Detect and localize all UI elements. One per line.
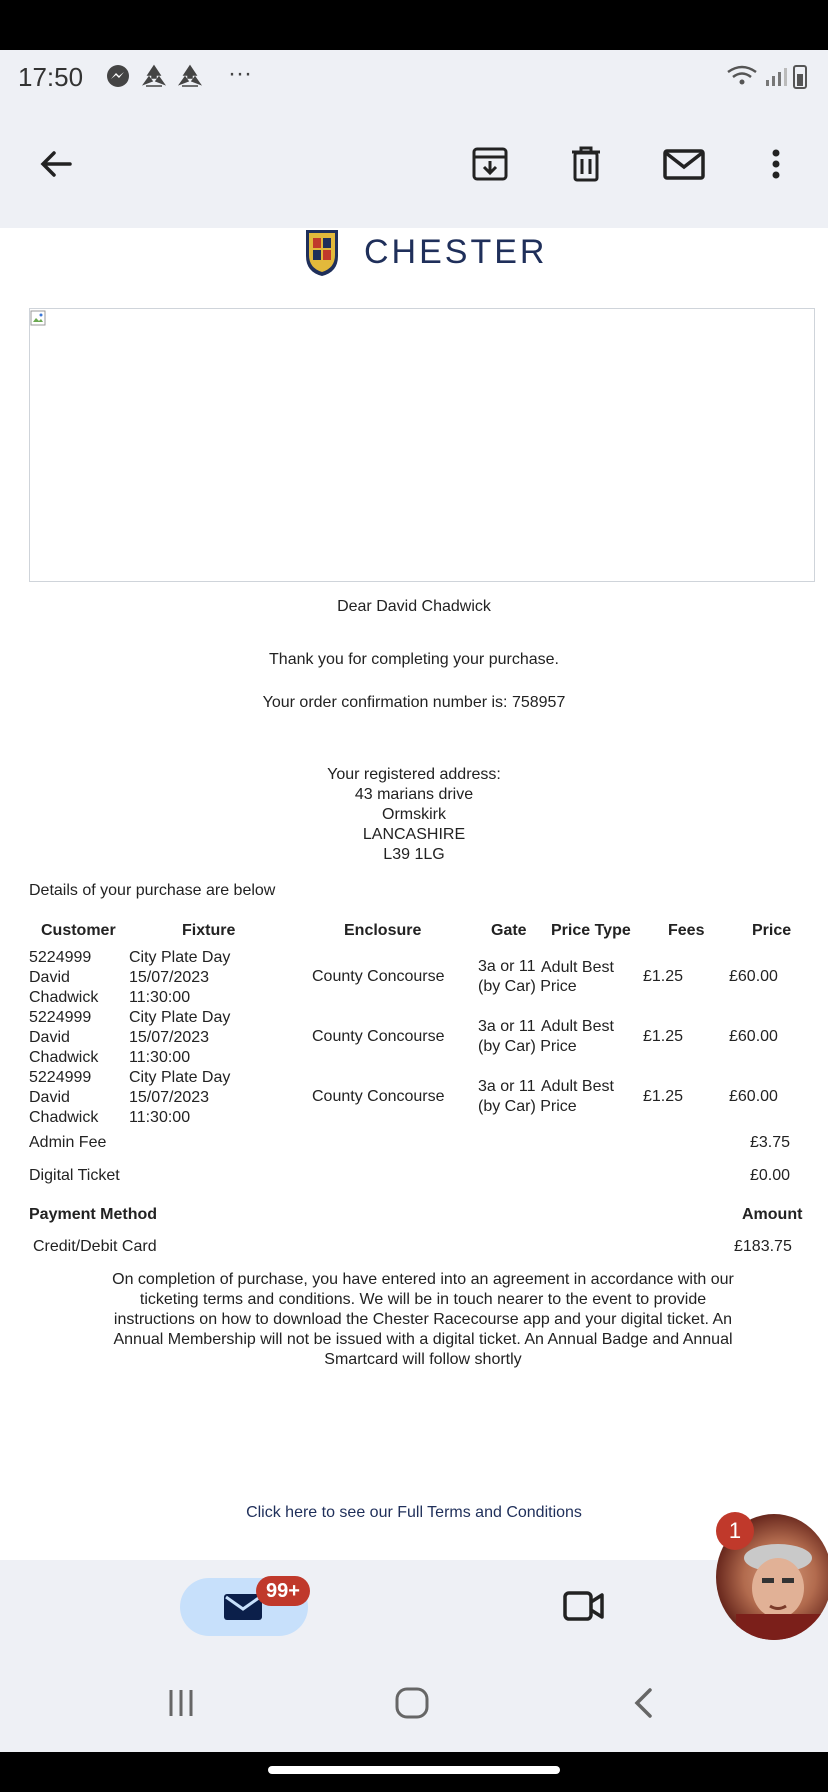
back-arrow-icon[interactable] [32,140,80,188]
fixture-time: 11:30:00 [129,1049,191,1066]
price-type-line: Adult Best [541,959,614,976]
enclosure-cell: County Concourse [312,1028,445,1045]
col-header-customer: Customer [41,922,116,939]
customer-cell [29,1068,98,1128]
fees-cell: £1.25 [643,1028,684,1045]
recent-apps-icon[interactable] [164,1686,198,1725]
fixture-cell [129,948,230,1008]
fees-cell: £1.25 [643,1088,684,1105]
price-type-line-2: (by Car) Price [478,1038,577,1055]
price-type-line: Adult Best [541,1018,614,1035]
brand-name: CHESTER [364,232,548,271]
more-notifications-icon: ··· [228,60,252,87]
status-time: 17:50 [18,62,84,92]
address-label: Your registered address: [327,766,501,783]
enclosure-cell: County Concourse [312,968,445,985]
broken-image-icon [30,310,46,326]
price-type-line-2: (by Car) Price [478,978,577,995]
digital-ticket-label: Digital Ticket [29,1167,120,1184]
full-terms-link[interactable]: Click here to see our Full Terms and Conditions [246,1504,582,1521]
chat-head-badge: 1 [716,1512,754,1550]
mail-unread-badge: 99+ [256,1576,310,1606]
home-icon[interactable] [394,1686,430,1725]
fixture-time: 11:30:00 [129,989,191,1006]
price-cell: £60.00 [729,968,778,985]
fixture-date: 15/07/2023 [129,1089,210,1106]
address-line: Ormskirk [382,806,446,823]
customer-id: 5224999 [29,949,92,966]
price-type-cell [478,958,614,978]
col-header-fixture: Fixture [182,922,236,939]
price-type-cell [478,1078,614,1096]
customer-cell [29,1008,98,1068]
gate-cell: 3a or 11 [478,1078,536,1095]
fixture-name: City Plate Day [129,1009,231,1026]
meet-tab[interactable] [562,1588,606,1629]
registered-address [0,765,828,865]
fees-cell: £1.25 [643,968,684,985]
top-black-bar [0,0,828,50]
digital-ticket-value: £0.00 [750,1167,791,1184]
fixture-date: 15/07/2023 [129,1029,210,1046]
messenger-icon [104,64,132,88]
amount-header: Amount [742,1206,803,1223]
order-confirmation: Your order confirmation number is: 758957 [262,694,566,711]
admin-fee-value: £3.75 [750,1134,791,1151]
fixture-name: City Plate Day [129,1069,231,1086]
fixture-cell [129,1008,230,1068]
admin-fee-label: Admin Fee [29,1134,107,1151]
gesture-bar[interactable] [268,1766,560,1774]
price-cell: £60.00 [729,1028,778,1045]
address-line: LANCASHIRE [362,826,466,843]
address-line: L39 1LG [383,846,445,863]
price-type-line-2: (by Car) Price [478,1098,577,1115]
customer-last-name: Chadwick [29,1109,99,1126]
fixture-time: 11:30:00 [129,1109,191,1126]
col-header-price: Price [752,922,792,939]
chester-crest-icon [304,226,340,278]
archive-icon[interactable] [466,140,514,188]
payment-amount: £183.75 [734,1238,792,1255]
details-label: Details of your purchase are below [29,882,276,899]
fixture-date: 15/07/2023 [129,969,210,986]
price-type-cell [478,1018,614,1036]
customer-cell [29,948,98,1008]
video-camera-icon [562,1588,606,1624]
payment-method: Credit/Debit Card [33,1238,157,1255]
greeting: Dear David Chadwick [337,598,491,615]
fixture-name: City Plate Day [129,949,231,966]
col-header-fees: Fees [668,922,705,939]
price-type-line: Adult Best [541,1078,614,1095]
recycle-icon-2 [176,64,204,88]
customer-first-name: David [29,1089,70,1106]
banner-image-placeholder [29,308,815,582]
customer-id: 5224999 [29,1009,92,1026]
customer-first-name: David [29,1029,70,1046]
gate-cell: 3a or 11 [478,1018,536,1035]
fixture-cell [129,1068,230,1128]
address-line: 43 marians drive [354,786,474,803]
col-header-price-type: Price Type [551,922,631,939]
price-cell: £60.00 [729,1088,778,1105]
customer-last-name: Chadwick [29,989,99,1006]
terms-paragraph: On completion of purchase, you have entered into an agreement in accordance with our ticketing terms and conditions. We will be in touch nearer to the event to provide instructions on how to download the Chester Racecourse app and your digital ticket. An Annual Membership will not be issued with a digital ticket. An Annual Badge and Annual Smartcard will follow shortly [112,1271,734,1368]
customer-first-name: David [29,969,70,986]
mark-unread-icon[interactable] [660,140,708,188]
more-vert-icon[interactable] [752,140,800,188]
chester-logo [304,224,547,280]
col-header-gate: Gate [491,922,527,939]
col-header-enclosure: Enclosure [344,922,422,939]
delete-icon[interactable] [562,140,610,188]
customer-last-name: Chadwick [29,1049,99,1066]
thank-you-text: Thank you for completing your purchase. [269,651,559,668]
payment-method-header: Payment Method [29,1206,158,1223]
gate-cell: 3a or 11 [478,958,536,975]
customer-id: 5224999 [29,1069,92,1086]
system-back-icon[interactable] [630,1686,658,1725]
enclosure-cell: County Concourse [312,1088,445,1105]
wifi-signal-battery-icon [722,62,812,90]
recycle-icon [140,64,168,88]
